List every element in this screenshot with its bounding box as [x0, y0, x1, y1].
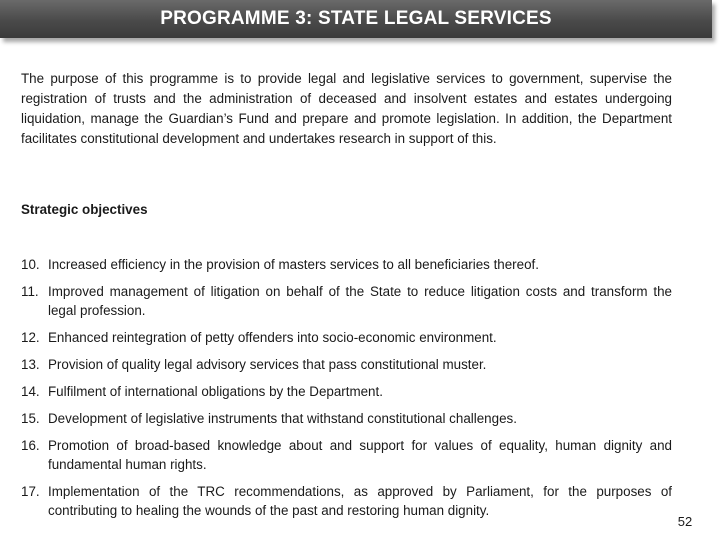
objective-number: 11. — [21, 284, 39, 299]
objective-number: 14. — [21, 384, 40, 399]
objectives-list — [21, 255, 672, 528]
objective-text: Provision of quality legal advisory services that pass constitutional muster. — [48, 357, 487, 372]
section-heading: Strategic objectives — [21, 202, 148, 217]
objective-number: 16. — [21, 438, 40, 453]
objective-item — [21, 355, 672, 374]
objective-text: Development of legislative instruments that withstand constitutional challenges. — [48, 411, 517, 426]
objective-number: 10. — [21, 257, 40, 272]
objective-number: 13. — [21, 357, 40, 372]
objective-text: Implementation of the TRC recommendations, as approved by Parliament, for the purposes of contributing to healing the wounds of the past and restoring human dignity. — [48, 484, 672, 518]
objective-item — [21, 409, 672, 428]
intro-paragraph: The purpose of this programme is to provide legal and legislative services to government, supervise the registration of trusts and the administration of deceased and insolvent estates and estates undergoing liquidation, manage the Guardian’s Fund and prepare and promote legislation. In addition, the Department facilitates constitutional development and undertakes research in support of this. — [21, 71, 672, 146]
objective-text: Promotion of broad-based knowledge about and support for values of equality, human dignity and fundamental human rights. — [48, 438, 672, 472]
objective-item — [21, 282, 672, 320]
objective-item — [21, 436, 672, 474]
page-number: 52 — [677, 514, 693, 529]
objective-item — [21, 482, 672, 520]
objective-item — [21, 328, 672, 347]
page-title: PROGRAMME 3: STATE LEGAL SERVICES — [160, 8, 552, 29]
objective-text: Improved management of litigation on behalf of the State to reduce litigation costs and transform the legal profession. — [48, 284, 672, 318]
objective-number: 12. — [21, 330, 40, 345]
objective-item — [21, 255, 672, 274]
objective-item — [21, 382, 672, 401]
objective-text: Increased efficiency in the provision of masters services to all beneficiaries thereof. — [48, 257, 539, 272]
objective-text: Enhanced reintegration of petty offenders into socio-economic environment. — [48, 330, 497, 345]
objective-number: 17. — [21, 484, 40, 499]
objective-number: 15. — [21, 411, 40, 426]
objective-text: Fulfilment of international obligations by the Department. — [48, 384, 383, 399]
